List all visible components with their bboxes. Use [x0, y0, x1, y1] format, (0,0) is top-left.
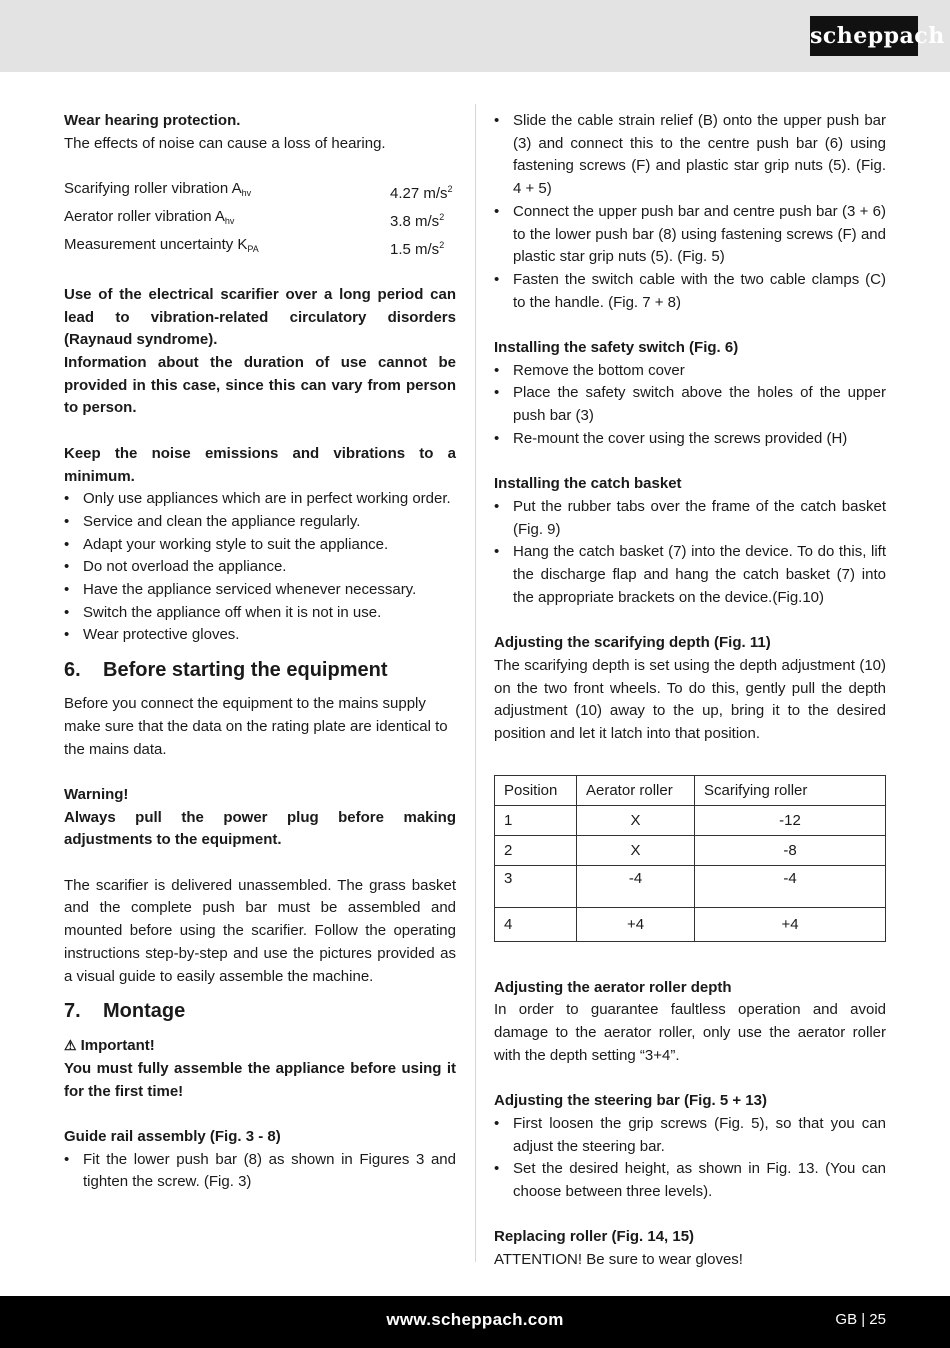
section-7-heading	[64, 998, 456, 1024]
list-item: • Service and clean the appliance regularly.	[64, 511, 456, 534]
scarifying-depth-title: Adjusting the scarifying depth (Fig. 11)	[494, 634, 771, 652]
warning-text: Always pull the power plug before making adjustments to the equipment.	[64, 808, 456, 849]
spec-value: 4.27 $m/s^2$	[390, 184, 453, 203]
list-item: • Hang the catch basket (7) into the device. To do this, lift the discharge flap and hang the catch basket (7) into the appropriate brackets on the device.(Fig.10)	[494, 541, 886, 609]
section-title: Montage	[103, 1000, 186, 1023]
spec-value: 1.5 $m/s^2$	[390, 239, 445, 258]
footer-band	[0, 1296, 950, 1348]
important-label: Important!	[80, 1037, 155, 1055]
spec-row	[64, 178, 456, 206]
table-header-cell: Scarifying roller	[695, 775, 886, 805]
spec-row	[64, 234, 456, 262]
table-cell: -4	[577, 865, 695, 907]
catch-basket-title: Installing the catch basket	[494, 475, 682, 493]
catch-basket-list	[494, 496, 886, 610]
table-cell: 4	[495, 907, 577, 941]
safety-switch-title: Installing the safety switch (Fig. 6)	[494, 339, 739, 357]
important-text: You must fully assemble the appliance before using it for the first time!	[64, 1059, 456, 1100]
table-cell: +4	[695, 907, 886, 941]
list-item: • Remove the bottom cover	[494, 360, 886, 383]
table-header-row	[495, 775, 886, 805]
table-cell: -4	[695, 865, 886, 907]
steering-bar-list	[494, 1113, 886, 1204]
guide-rail-list	[64, 1149, 456, 1194]
section-6-text: Before you connect the equipment to the mains supply make sure that the data on the rating plate are identical to the mains data.	[64, 695, 448, 758]
hearing-protection-text: The effects of noise can cause a loss of hearing.	[64, 134, 386, 152]
column-divider	[475, 104, 476, 1262]
header-band	[0, 0, 950, 72]
table-header-cell: Aerator roller	[577, 775, 695, 805]
list-item: • Have the appliance serviced whenever necessary.	[64, 579, 456, 602]
list-item: • Put the rubber tabs over the frame of the catch basket (Fig. 9)	[494, 496, 886, 541]
list-item: • Adapt your working style to suit the appliance.	[64, 534, 456, 557]
list-item: • Wear protective gloves.	[64, 624, 456, 647]
table-row	[495, 805, 886, 835]
list-item: • Place the safety switch above the holes of the upper push bar (3)	[494, 382, 886, 427]
guide-rail-title: Guide rail assembly (Fig. 3 - 8)	[64, 1128, 281, 1146]
table-cell: +4	[577, 907, 695, 941]
replacing-roller-text: ATTENTION! Be sure to wear gloves!	[494, 1251, 743, 1269]
steering-bar-title: Adjusting the steering bar (Fig. 5 + 13)	[494, 1092, 767, 1110]
aerator-depth-title: Adjusting the aerator roller depth	[494, 978, 732, 996]
list-item: • Re-mount the cover using the screws provided (H)	[494, 428, 886, 451]
spec-label: Measurement uncertainty $K_{PA}$	[64, 235, 259, 254]
section-number: 7.	[64, 1000, 81, 1023]
brand-logo: scheppach	[810, 16, 918, 56]
spec-label: Aerator roller vibration $A_{hv}$	[64, 207, 235, 226]
aerator-depth-text: In order to guarantee faultless operation and avoid damage to the aerator roller, only use the aerator roller with the depth setting “3+4”.	[494, 1001, 886, 1064]
table-row	[495, 865, 886, 907]
table-row	[495, 835, 886, 865]
section-title: Before starting the equipment	[103, 659, 388, 682]
list-item: • First loosen the grip screws (Fig. 5), so that you can adjust the steering bar.	[494, 1113, 886, 1158]
hearing-protection-title: Wear hearing protection.	[64, 112, 241, 129]
list-item: • Slide the cable strain relief (B) onto the upper push bar (3) and connect this to the centre push bar (6) using fastening screws (F) and plastic star grip nuts (5). (Fig. 4 + 5)	[494, 110, 886, 201]
warning-triangle-icon: ⚠	[64, 1037, 77, 1054]
important-label-line	[64, 1034, 456, 1058]
table-header-cell: Position	[495, 775, 577, 805]
replacing-roller-title: Replacing roller (Fig. 14, 15)	[494, 1228, 695, 1246]
list-item: • Fasten the switch cable with the two cable clamps (C) to the handle. (Fig. 7 + 8)	[494, 269, 886, 314]
page-number: GB | 25	[835, 1311, 886, 1328]
vibration-specs	[64, 178, 456, 261]
spec-label: Scarifying roller vibration $A_{hv}$	[64, 180, 252, 199]
push-bar-list	[494, 110, 886, 314]
duration-info: Information about the duration of use cannot be provided in this case, since this can vary from person to person.	[64, 354, 456, 417]
list-item: • Only use appliances which are in perfect working order.	[64, 488, 456, 511]
vibration-warning: Use of the electrical scarifier over a long period can lead to vibration-related circulatory disorders (Raynaud syndrome).	[64, 285, 456, 349]
keep-emissions-title: Keep the noise emissions and vibrations to a minimum.	[64, 444, 456, 485]
warning-label: Warning!	[64, 785, 129, 803]
table-cell: -12	[695, 805, 886, 835]
safety-switch-list	[494, 360, 886, 451]
table-cell: 2	[495, 835, 577, 865]
list-item: • Connect the upper push bar and centre push bar (3 + 6) to the lower push bar (8) using fastening screws (F) and plastic star grip nuts (5). (Fig. 5)	[494, 201, 886, 269]
table-cell: -8	[695, 835, 886, 865]
list-item: • Switch the appliance off when it is not in use.	[64, 602, 456, 625]
list-item: • Do not overload the appliance.	[64, 556, 456, 579]
table-cell: X	[577, 805, 695, 835]
depth-table	[494, 775, 886, 942]
keep-emissions-list	[64, 488, 456, 647]
list-item: • Fit the lower push bar (8) as shown in Figures 3 and tighten the screw. (Fig. 3)	[64, 1149, 456, 1194]
spec-row	[64, 206, 456, 234]
table-row	[495, 907, 886, 941]
table-cell: 3	[495, 865, 577, 907]
right-column	[494, 110, 886, 1272]
spec-value: 3.8 $m/s^2$	[390, 211, 445, 230]
section-6-heading	[64, 657, 456, 683]
left-column	[64, 110, 456, 1194]
scarifying-depth-text: The scarifying depth is set using the depth adjustment (10) on the two front wheels. To do this, gently pull the depth adjustment (10) away to the up, bring it to the desired position and let it latch into that position.	[494, 656, 886, 742]
table-cell: X	[577, 835, 695, 865]
table-cell: 1	[495, 805, 577, 835]
section-number: 6.	[64, 659, 81, 682]
delivery-text: The scarifier is delivered unassembled. The grass basket and the complete push bar must be assembled and mounted before using the scarifier. Follow the operating instructions step-by-step and use the pictures provided as a visual guide to easily assemble the machine.	[64, 876, 456, 985]
list-item: • Set the desired height, as shown in Fig. 13. (You can choose between three levels).	[494, 1158, 886, 1203]
footer-website-link[interactable]: www.scheppach.com	[386, 1310, 564, 1329]
